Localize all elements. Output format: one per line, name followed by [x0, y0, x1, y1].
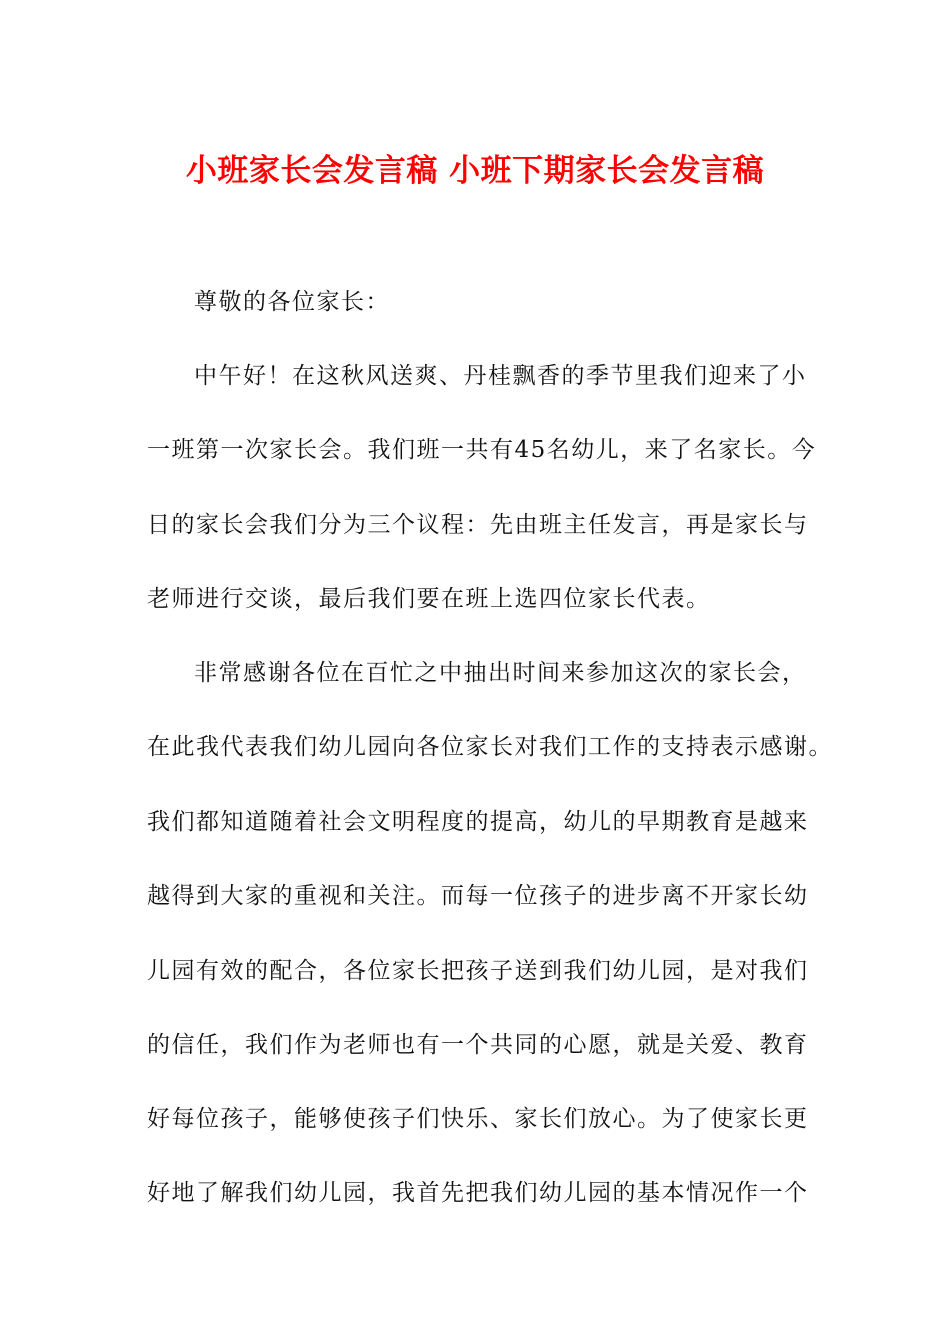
paragraph-2-line-7: 好每位孩子，能够使孩子们快乐、家长们放心。为了使家长更 — [147, 1106, 809, 1132]
document-title: 小班家长会发言稿 小班下期家长会发言稿 — [185, 153, 765, 189]
paragraph-2-line-5: 儿园有效的配合，各位家长把孩子送到我们幼儿园，是对我们 — [147, 958, 809, 984]
paragraph-1-line-2: 一班第一次家长会。我们班一共有45名幼儿，来了名家长。今 — [147, 437, 817, 463]
paragraph-2-line-4: 越得到大家的重视和关注。而每一位孩子的进步离不开家长幼 — [147, 883, 809, 909]
paragraph-2-line-1: 非常感谢各位在百忙之中抽出时间来参加这次的家长会， — [194, 660, 807, 686]
salutation-line: 尊敬的各位家长： — [194, 289, 390, 315]
paragraph-2-line-3: 我们都知道随着社会文明程度的提高，幼儿的早期教育是越来 — [147, 809, 809, 835]
paragraph-1-line-3: 日的家长会我们分为三个议程：先由班主任发言，再是家长与 — [147, 512, 809, 538]
paragraph-2-line-8: 好地了解我们幼儿园，我首先把我们幼儿园的基本情况作一个 — [147, 1180, 809, 1206]
paragraph-1-line-4: 老师进行交谈，最后我们要在班上选四位家长代表。 — [147, 586, 711, 612]
paragraph-2-line-2: 在此我代表我们幼儿园向各位家长对我们工作的支持表示感谢。 — [147, 734, 833, 760]
paragraph-1-line-1: 中午好！在这秋风送爽、丹桂飘香的季节里我们迎来了小 — [194, 363, 807, 389]
paragraph-2-line-6: 的信任，我们作为老师也有一个共同的心愿，就是关爱、教育 — [147, 1032, 809, 1058]
